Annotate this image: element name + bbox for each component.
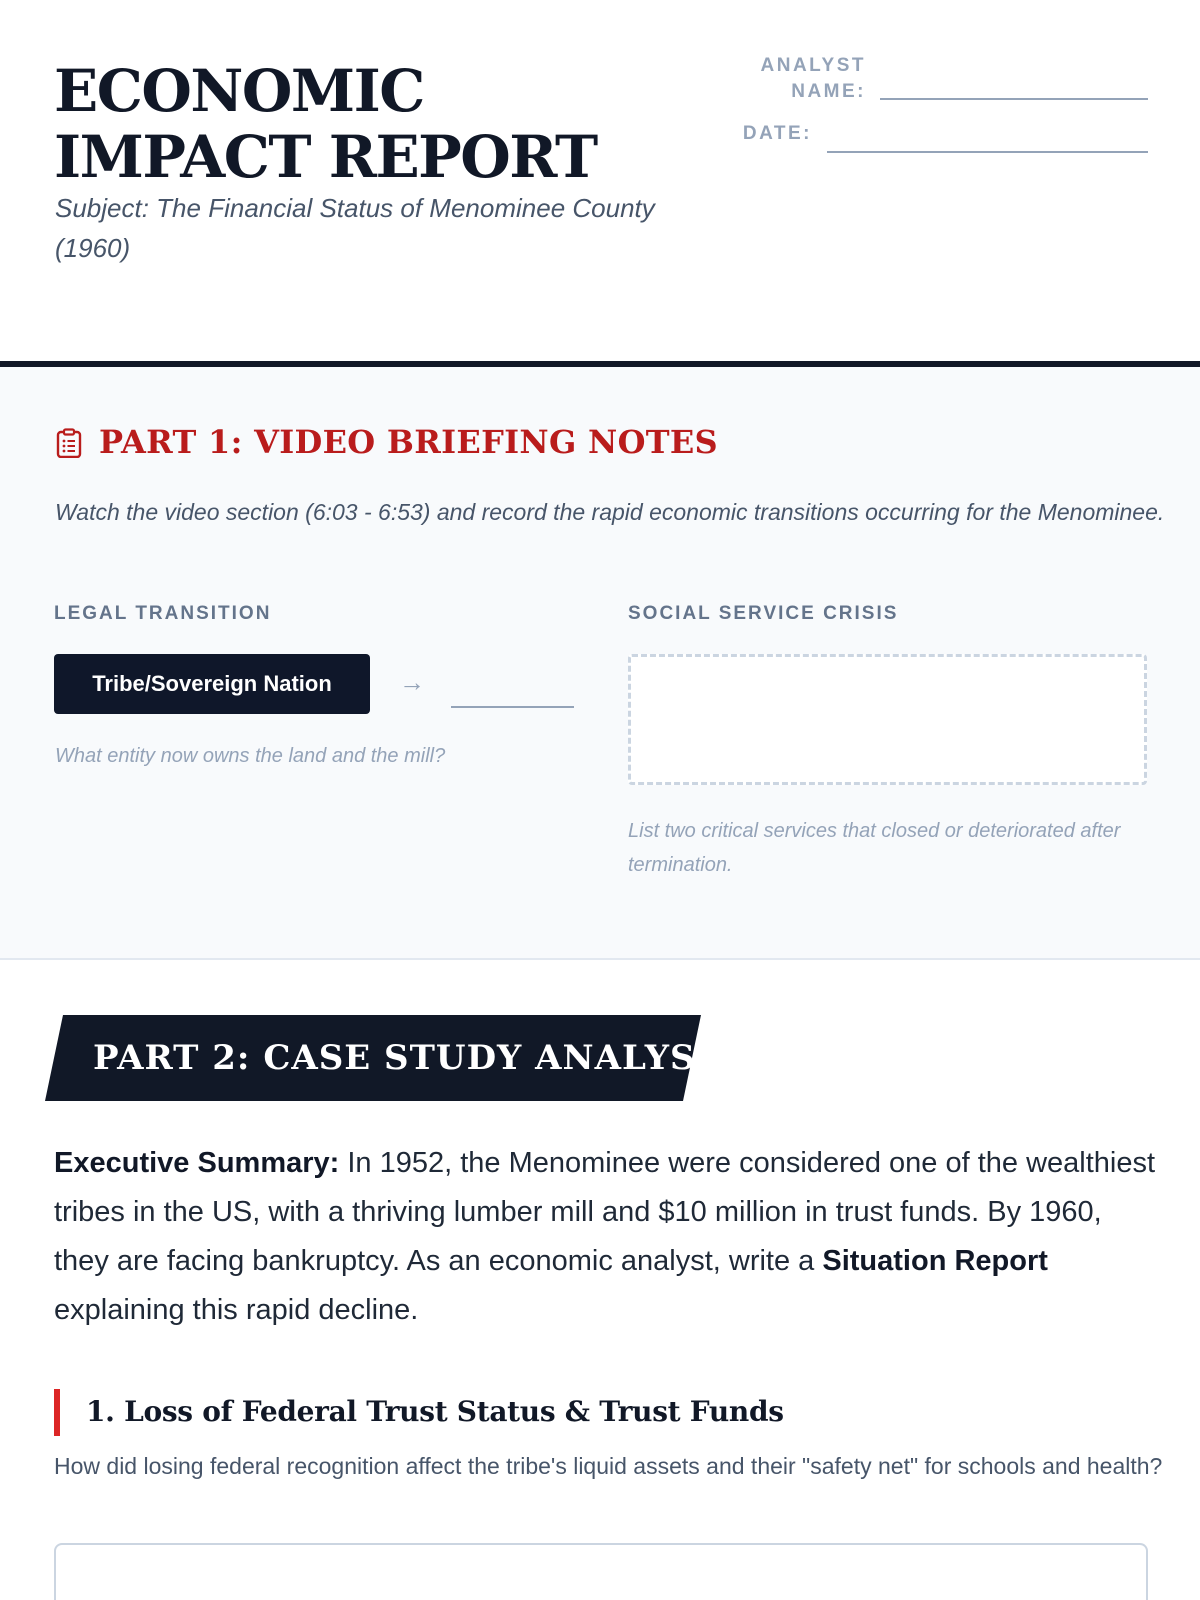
clipboard-icon: [56, 428, 82, 458]
date-label: DATE:: [742, 123, 812, 144]
analyst-name-field[interactable]: [880, 98, 1148, 100]
executive-summary: [54, 1139, 1164, 1335]
part1-title: PART 1: VIDEO BRIEFING NOTES: [99, 423, 718, 461]
summary-emphasis: Situation Report: [822, 1245, 1048, 1277]
part1-instructions: Watch the video section (6:03 - 6:53) and record the rapid economic transitions occurring for the Menominee.: [55, 499, 1165, 525]
social-service-answer-box[interactable]: [628, 654, 1147, 785]
part1-section: [0, 367, 1200, 960]
legal-transition-answer-field[interactable]: [451, 706, 574, 708]
question1-answer-box[interactable]: [54, 1543, 1148, 1600]
question1-prompt: How did losing federal recognition affect the tribe's liquid assets and their "safety net" for schools and health?: [54, 1453, 1163, 1479]
arrow-right-icon: →: [399, 667, 425, 697]
social-service-hint: List two critical services that closed or deteriorated after termination.: [628, 820, 1121, 876]
summary-lead: Executive Summary:: [54, 1147, 340, 1179]
summary-text-1: In 1952, the Menominee were considered one of the wealthiest tribes in the US, with a thriving lumber mill and $10 million in trust funds. By 1960, they are facing bankruptcy. As an economic analyst, write a: [54, 1147, 1156, 1277]
social-service-crisis-label: SOCIAL SERVICE CRISIS: [628, 603, 899, 624]
legal-transition-hint: What entity now owns the land and the mill?: [55, 745, 446, 767]
report-header: [0, 0, 1200, 367]
analyst-name-label: ANALYST NAME:: [760, 55, 866, 102]
question-accent-bar: [54, 1389, 60, 1436]
page-title: ECONOMIC IMPACT REPORT: [54, 57, 597, 191]
legal-transition-label: LEGAL TRANSITION: [54, 603, 272, 624]
question1-title: 1. Loss of Federal Trust Status & Trust Funds: [86, 1395, 784, 1428]
part2-title: PART 2: CASE STUDY ANALYSIS: [93, 1038, 739, 1078]
date-field[interactable]: [827, 151, 1148, 153]
report-subject: Subject: The Financial Status of Menominee County (1960): [55, 193, 655, 263]
summary-text-2: explaining this rapid decline.: [54, 1294, 419, 1326]
tribe-sovereign-nation-box: Tribe/Sovereign Nation: [54, 654, 370, 714]
